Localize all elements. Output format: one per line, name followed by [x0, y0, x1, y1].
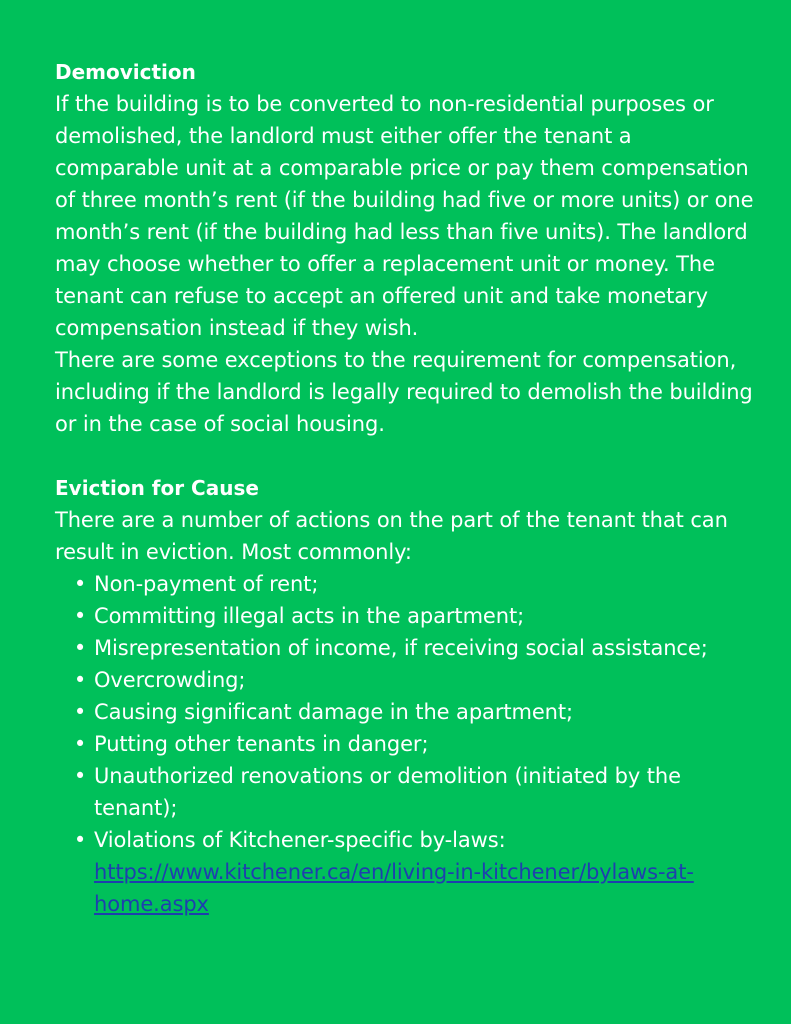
list-item-text: Overcrowding; [94, 668, 246, 692]
demoviction-section [55, 56, 761, 440]
list-item-text: Violations of Kitchener-specific by-laws: [94, 828, 506, 852]
bullet-icon: • [73, 572, 87, 596]
demoviction-paragraph-2: There are some exceptions to the requirement for compensation, including if the landlord is legally required to demolish the building or in the case of social housing. [55, 348, 753, 436]
bullet-icon: • [73, 700, 87, 724]
list-item [55, 728, 761, 760]
bullet-icon: • [73, 604, 87, 628]
list-item-text: Causing significant damage in the apartment; [94, 700, 573, 724]
eviction-for-cause-heading: Eviction for Cause [55, 476, 259, 500]
list-item [55, 696, 761, 728]
bullet-icon: • [73, 828, 87, 852]
bullet-icon: • [73, 636, 87, 660]
list-item-text: Committing illegal acts in the apartment; [94, 604, 525, 628]
list-item [55, 600, 761, 632]
list-item-text: Non-payment of rent; [94, 572, 319, 596]
list-item-text: Putting other tenants in danger; [94, 732, 429, 756]
bullet-icon: • [73, 732, 87, 756]
section-spacer [55, 440, 761, 472]
list-item [55, 632, 761, 664]
eviction-for-cause-intro: There are a number of actions on the part of the tenant that can result in eviction. Most commonly: [55, 508, 728, 564]
bullet-icon: • [73, 764, 87, 788]
list-item [55, 760, 761, 824]
eviction-for-cause-section [55, 472, 761, 920]
demoviction-heading: Demoviction [55, 60, 196, 84]
list-item [55, 664, 761, 696]
demoviction-paragraph-1: If the building is to be converted to non-residential purposes or demolished, the landlord must either offer the tenant a comparable unit at a comparable price or pay them compensation of three month’s rent (if the building had five or more units) or one month’s rent (if the building had less than five units). The landlord may choose whether to offer a replacement unit or money. The tenant can refuse to accept an offered unit and take monetary compensation instead if they wish. [55, 92, 754, 340]
eviction-causes-list [55, 568, 761, 920]
kitchener-bylaws-link[interactable]: https://www.kitchener.ca/en/living-in-kitchener/bylaws-at-home.aspx [94, 860, 694, 916]
list-item-text: Unauthorized renovations or demolition (initiated by the tenant); [94, 764, 681, 820]
list-item-text: Misrepresentation of income, if receiving social assistance; [94, 636, 708, 660]
list-item [55, 568, 761, 600]
bullet-icon: • [73, 668, 87, 692]
list-item [55, 824, 761, 920]
